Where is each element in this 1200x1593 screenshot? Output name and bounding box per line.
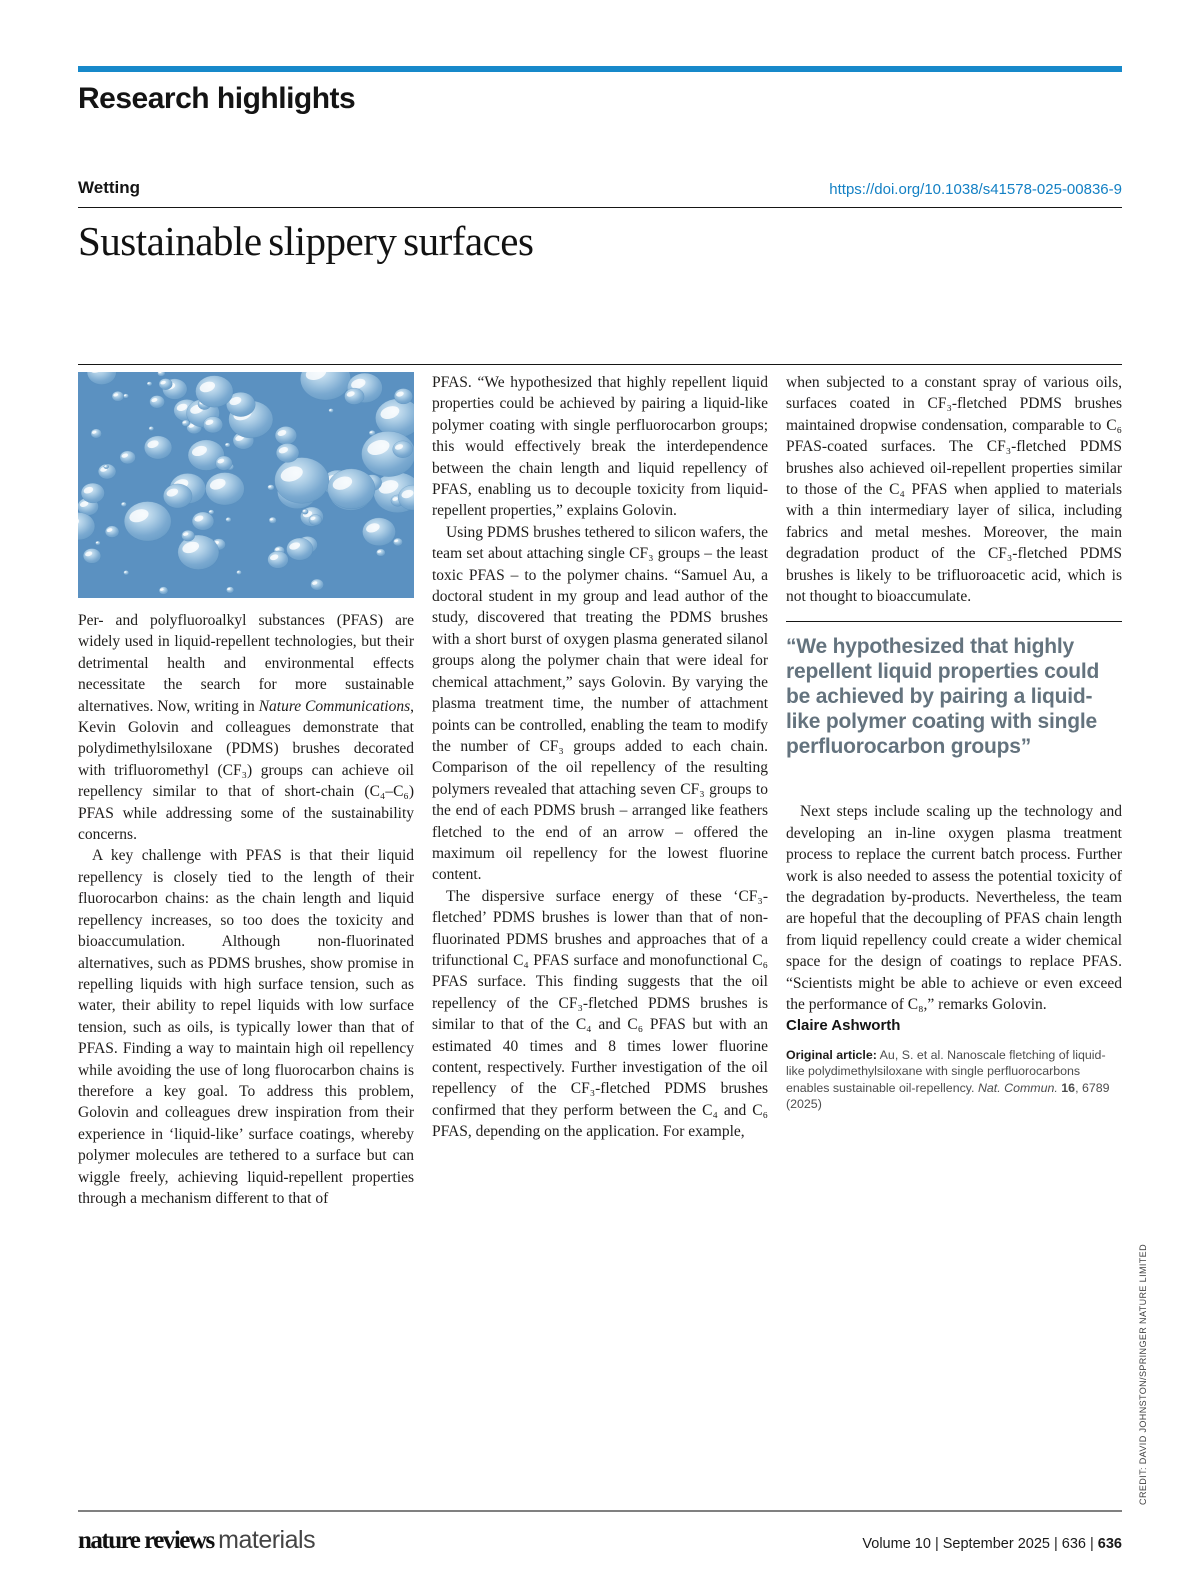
author-byline: Claire Ashworth bbox=[786, 1016, 901, 1034]
droplets-photo-svg bbox=[78, 372, 414, 598]
article-title: Sustainable slippery surfaces bbox=[78, 218, 534, 264]
paragraph: PFAS. “We hypothesized that highly repellent liquid properties could be achieved by pairing a liquid-like polymer coating with single perfluorocarbon groups; this would effectively break the interdependence between the chain length and liquid repellency of PFAS, enabling us to decouple toxicity from liquid-repellent properties,” explains Golovin. bbox=[432, 374, 768, 520]
issue-info bbox=[862, 1536, 1122, 1552]
paragraph bbox=[78, 610, 414, 845]
column-2 bbox=[432, 372, 768, 1209]
paragraph: Using PDMS brushes tethered to silicon wafers, the team set about attaching single CF₃ groups – the least toxic PFAS – to the polymer chains. “Samuel Au, a doctoral student in my group and lead author of the study, discovered that treating the PDMS brushes with a short burst of oxygen plasma generated silanol groups along the polymer chain that were ideal for chemical attachment,” says Golovin. By varying the plasma treatment time, the number of attachment points can be controlled, enabling the team to modify the number of CF₃ groups added to each chain. Comparison of the oil repellency of the resulting polymers revealed that attaching seven CF₃ groups to the end of each PDMS brush – arranged like feathers fletched to the end of an arrow – offered the maximum oil repellency for the lowest fluorine content. bbox=[432, 523, 768, 884]
brand-materials: materials bbox=[218, 1526, 316, 1554]
photo-credit: CREDIT: DAVID JOHNSTON/SPRINGER NATURE LIMITED bbox=[1138, 1244, 1148, 1505]
page-content bbox=[78, 0, 1122, 1209]
citation-journal: Nat. Commun. bbox=[977, 1080, 1058, 1095]
doi-link[interactable]: https://doi.org/10.1038/s41578-025-00836-9 bbox=[829, 181, 1122, 198]
paragraph: Next steps include scaling up the technology and developing an in-line oxygen plasma treatment process to replace the current batch process. Further work is also needed to assess the potential toxicity of the degradation by-products. Nevertheless, the team are hopeful that the decoupling of PFAS chain length from liquid repellency could create a wider chemical space for the design of coatings to replace PFAS. “Scientists might be able to achieve or even exceed the performance of C₈,” remarks Golovin. bbox=[786, 803, 1122, 1014]
citation-text: , 6789 (2025) bbox=[786, 1080, 1110, 1112]
original-article-citation bbox=[786, 1047, 1122, 1113]
citation-text: Au, S. et al. Nanoscale fletching of liquid-like polydimethylsiloxane with single perfluorocarbons enables sustainable oil-repellency. bbox=[786, 1047, 1106, 1095]
paragraph: The dispersive surface energy of these ‘CF₃-fletched’ PDMS brushes is lower than that of non-fluorinated PDMS brushes and approaches that of a trifunctional C₄ PFAS surface and monofunctional C₆ PFAS surface. This finding suggests that the oil repellency of the CF₃-fletched PDMS brushes is similar to that of the C₄ and C₆ PFAS but with an estimated 40 times and 8 times lower fluorine content, respectively. Further investigation of the oil repellency of the CF₃-fletched PDMS brushes confirmed that they perform between the C₄ and C₆ PFAS, depending on the application. For example, bbox=[432, 887, 768, 1141]
accent-bar bbox=[78, 66, 1122, 72]
journal-brand bbox=[78, 1526, 315, 1555]
droplets-photo bbox=[78, 372, 414, 598]
citation-volume: 16 bbox=[1057, 1080, 1076, 1095]
issue-text: Volume 10 | September 2025 | 636 | bbox=[862, 1536, 1098, 1552]
citation-label: Original article: bbox=[786, 1047, 877, 1062]
pull-quote: “We hypothesized that highly repellent liquid properties could be achieved by pairing a liquid-like polymer coating with single perfluorocarbon groups” bbox=[786, 621, 1122, 759]
paragraph: A key challenge with PFAS is that their liquid repellency is closely tied to the length of their fluorocarbon chains: as the chain length and liquid repellency increases, so too does the toxicity and bioaccumulation. Although non-fluorinated alternatives, such as PDMS brushes, show promise in repelling liquids with high surface tension, such as water, their ability to repel liquids with low surface tension, such as oils, is typically lower than that of PFAS. Finding a way to maintain high oil repellency while avoiding the use of long fluorocarbon chains is therefore a key goal. To address this problem, Golovin and colleagues drew inspiration from their experience in ‘liquid-like’ surface coatings, whereby polymer molecules are tethered to a surface but can wiggle freely, achieving liquid-repellent properties through a mechanism different to that of bbox=[78, 847, 414, 1207]
paragraph-text: Per- and polyfluoroalkyl substances (PFAS) are widely used in liquid-repellent technologies, but their detrimental health and environmental effects necessitate the search for more sustainable alternatives. Now, writing in bbox=[78, 612, 414, 715]
column-1 bbox=[78, 372, 414, 1209]
section-title: Research highlights bbox=[78, 82, 356, 115]
page-number: 636 bbox=[1097, 1536, 1122, 1552]
article-meta-row bbox=[78, 178, 1122, 208]
page-footer bbox=[78, 1510, 1122, 1555]
topic-label: Wetting bbox=[78, 178, 141, 197]
paragraph-text: , Kevin Golovin and colleagues demonstrate that polydimethylsiloxane (PDMS) brushes decorated with trifluoromethyl (CF₃) groups can achieve oil repellency similar to that of short-chain (C₄–C₆) PFAS while addressing some of the sustainability concerns. bbox=[78, 697, 414, 844]
column-3 bbox=[786, 372, 1122, 1209]
article-columns bbox=[78, 364, 1122, 1209]
brand-nature-reviews: nature reviews bbox=[78, 1527, 214, 1554]
paragraph: when subjected to a constant spray of various oils, surfaces coated in CF₃-fletched PDMS brushes maintained dropwise condensation, comparable to C₆ PFAS-coated surfaces. The CF₃-fletched PDMS brushes also achieved oil-repellent properties similar to those of the C₄ PFAS when applied to materials with a thin intermediary layer of silica, including fabrics and metal meshes. Moreover, the main degradation product of the CF₃-fletched PDMS brushes is likely to be trifluoroacetic acid, which is not thought to bioaccumulate. bbox=[786, 374, 1122, 606]
journal-name: Nature Communications bbox=[258, 697, 411, 715]
